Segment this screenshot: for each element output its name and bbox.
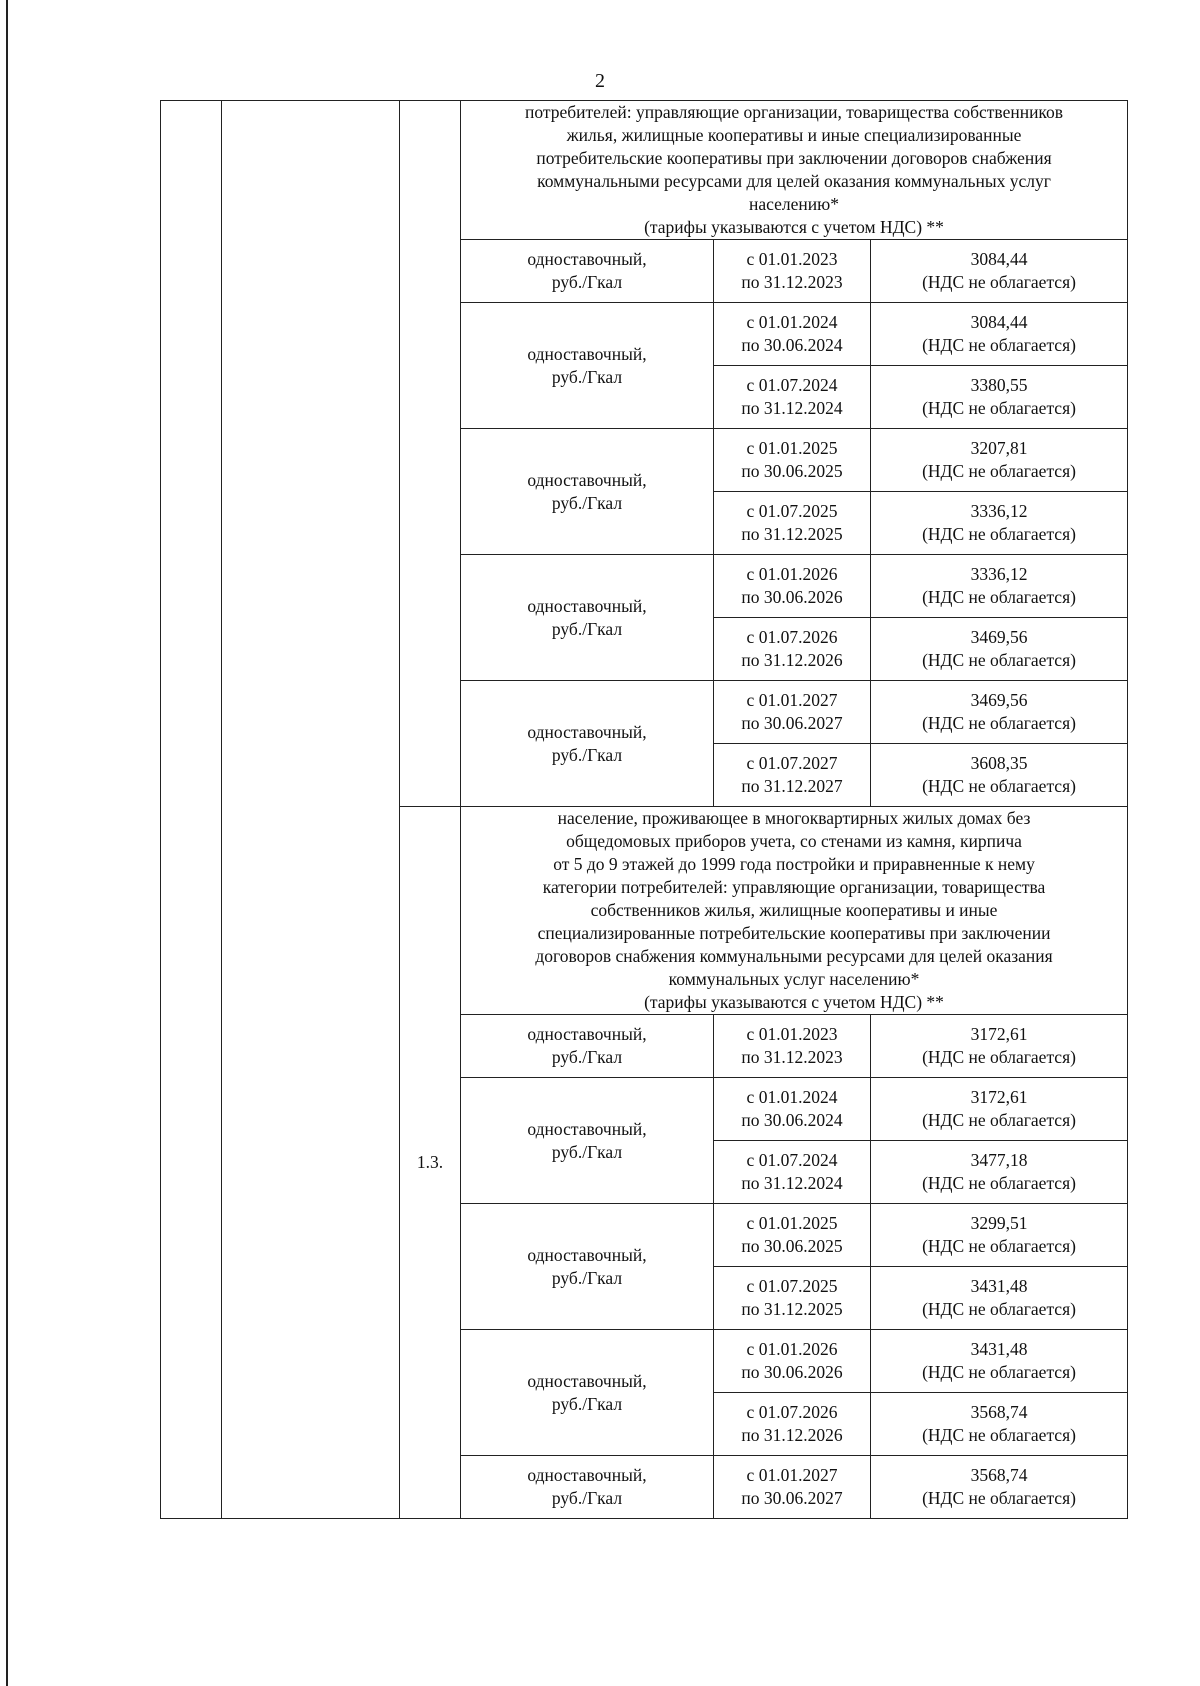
vat-note: (НДС не облагается) xyxy=(922,650,1076,670)
tariff-value-cell xyxy=(871,1015,1128,1078)
tariff-value: 3431,48 xyxy=(970,1276,1028,1296)
period-to: по 31.12.2026 xyxy=(741,650,843,670)
tariff-value: 3336,12 xyxy=(970,564,1028,584)
period-from: с 01.07.2025 xyxy=(746,501,838,521)
tariff-kind-label: одноставочный, xyxy=(527,469,647,490)
tariff-value-cell xyxy=(871,303,1128,366)
tariff-value: 3469,56 xyxy=(970,690,1028,710)
period-to: по 30.06.2025 xyxy=(741,461,843,481)
tariff-value-cell xyxy=(871,366,1128,429)
period-to: по 31.12.2024 xyxy=(741,398,843,418)
tariff-kind-label: руб./Гкал xyxy=(551,1047,623,1067)
section-number: 1.3. xyxy=(416,1152,444,1172)
tariff-value: 3084,44 xyxy=(970,249,1028,269)
section-header-row xyxy=(161,101,1128,240)
description-line: населению* xyxy=(749,194,839,214)
period-from: с 01.07.2026 xyxy=(746,627,838,647)
period-from: с 01.01.2023 xyxy=(746,1024,838,1044)
period-cell xyxy=(714,1141,871,1204)
empty-column-cell xyxy=(222,101,400,1519)
tariff-kind-label: одноставочный, xyxy=(527,721,647,742)
vat-note: (НДС не облагается) xyxy=(922,713,1076,733)
period-to: по 31.12.2023 xyxy=(741,272,843,292)
period-cell xyxy=(714,555,871,618)
period-to: по 31.12.2025 xyxy=(741,524,843,544)
vat-note: (НДС не облагается) xyxy=(922,1299,1076,1319)
period-to: по 30.06.2027 xyxy=(741,713,843,733)
period-cell xyxy=(714,618,871,681)
tariff-value: 3172,61 xyxy=(970,1087,1028,1107)
tariff-value-cell xyxy=(871,1267,1128,1330)
tariff-kind-label: одноставочный, xyxy=(527,249,647,269)
period-from: с 01.07.2026 xyxy=(746,1402,838,1422)
period-cell xyxy=(714,1393,871,1456)
tariff-kind-cell xyxy=(461,1330,714,1456)
period-from: с 01.01.2024 xyxy=(746,1087,838,1107)
tariff-kind-cell xyxy=(461,681,714,807)
tariff-value: 3477,18 xyxy=(970,1150,1028,1170)
tariff-value-cell xyxy=(871,555,1128,618)
tariff-kind-label: руб./Гкал xyxy=(551,1488,623,1508)
period-to: по 31.12.2023 xyxy=(741,1047,843,1067)
period-to: по 30.06.2026 xyxy=(741,1362,843,1382)
tariff-value: 3568,74 xyxy=(970,1465,1028,1485)
period-from: с 01.01.2026 xyxy=(746,564,838,584)
description-line: (тарифы указываются с учетом НДС) ** xyxy=(644,992,944,1012)
period-from: с 01.01.2025 xyxy=(746,1213,838,1233)
period-cell xyxy=(714,1204,871,1267)
period-from: с 01.01.2024 xyxy=(746,312,838,332)
tariff-value-cell xyxy=(871,1141,1128,1204)
period-cell xyxy=(714,1015,871,1078)
section-number-cell xyxy=(400,807,461,1519)
vat-note: (НДС не облагается) xyxy=(922,1173,1076,1193)
description-line: от 5 до 9 этажей до 1999 года постройки и приравненные к нему xyxy=(553,854,1035,874)
tariff-kind-label: одноставочный, xyxy=(527,1118,647,1139)
vat-note: (НДС не облагается) xyxy=(922,1047,1076,1067)
tariff-kind-label: одноставочный, xyxy=(527,1244,647,1265)
description-line: собственников жилья, жилищные кооперативы и иные xyxy=(590,900,998,920)
period-to: по 30.06.2027 xyxy=(741,1488,843,1508)
tariff-value-cell xyxy=(871,240,1128,303)
period-from: с 01.07.2027 xyxy=(746,753,838,773)
description-line: общедомовых приборов учета, со стенами из камня, кирпича xyxy=(566,831,1022,851)
tariff-kind-label: руб./Гкал xyxy=(551,272,623,292)
vat-note: (НДС не облагается) xyxy=(922,1425,1076,1445)
tariff-kind-cell xyxy=(461,429,714,555)
description-line: потребителей: управляющие организации, товарищества собственников xyxy=(524,102,1064,122)
period-from: с 01.01.2027 xyxy=(746,690,838,710)
tariff-kind-label: руб./Гкал xyxy=(551,1393,623,1414)
tariff-kind-cell xyxy=(461,555,714,681)
tariff-kind-cell xyxy=(461,303,714,429)
period-cell xyxy=(714,303,871,366)
period-from: с 01.07.2024 xyxy=(746,375,838,395)
period-from: с 01.01.2027 xyxy=(746,1465,838,1485)
vat-note: (НДС не облагается) xyxy=(922,776,1076,796)
section-number-cell xyxy=(400,101,461,807)
tariff-kind-cell xyxy=(461,1078,714,1204)
consumer-category-description xyxy=(461,807,1128,1015)
page-number: 2 xyxy=(595,70,605,92)
tariff-kind-label: одноставочный, xyxy=(527,595,647,616)
consumer-category-description xyxy=(461,101,1128,240)
tariff-kind-label: руб./Гкал xyxy=(551,618,623,639)
vat-note: (НДС не облагается) xyxy=(922,1236,1076,1256)
vat-note: (НДС не облагается) xyxy=(922,335,1076,355)
tariff-value-cell xyxy=(871,492,1128,555)
tariff-value-cell xyxy=(871,1330,1128,1393)
period-cell xyxy=(714,429,871,492)
description-line: (тарифы указываются с учетом НДС) ** xyxy=(644,217,944,237)
tariff-value-cell xyxy=(871,744,1128,807)
period-to: по 31.12.2024 xyxy=(741,1173,843,1193)
tariff-value: 3431,48 xyxy=(970,1339,1028,1359)
period-cell xyxy=(714,1267,871,1330)
tariff-kind-label: руб./Гкал xyxy=(551,1141,623,1162)
period-cell xyxy=(714,1456,871,1519)
period-cell xyxy=(714,240,871,303)
tariff-kind-label: руб./Гкал xyxy=(551,366,623,387)
vat-note: (НДС не облагается) xyxy=(922,1488,1076,1508)
tariff-kind-cell xyxy=(461,1456,714,1519)
period-from: с 01.07.2025 xyxy=(746,1276,838,1296)
period-cell xyxy=(714,492,871,555)
vat-note: (НДС не облагается) xyxy=(922,587,1076,607)
tariff-value: 3172,61 xyxy=(970,1024,1028,1044)
tariff-value: 3568,74 xyxy=(970,1402,1028,1422)
tariff-value-cell xyxy=(871,681,1128,744)
tariff-value-cell xyxy=(871,618,1128,681)
period-to: по 30.06.2025 xyxy=(741,1236,843,1256)
period-cell xyxy=(714,1330,871,1393)
tariff-kind-label: руб./Гкал xyxy=(551,492,623,513)
tariff-kind-label: одноставочный, xyxy=(527,1465,647,1485)
period-from: с 01.07.2024 xyxy=(746,1150,838,1170)
description-line: население, проживающее в многоквартирных жилых домах без xyxy=(557,808,1031,828)
tariff-value: 3380,55 xyxy=(970,375,1028,395)
period-to: по 31.12.2026 xyxy=(741,1425,843,1445)
period-to: по 30.06.2024 xyxy=(741,1110,843,1130)
period-cell xyxy=(714,681,871,744)
vat-note: (НДС не облагается) xyxy=(922,1110,1076,1130)
period-to: по 31.12.2025 xyxy=(741,1299,843,1319)
tariff-value: 3469,56 xyxy=(970,627,1028,647)
period-cell xyxy=(714,744,871,807)
description-line: коммунальными ресурсами для целей оказания коммунальных услуг xyxy=(537,171,1051,191)
period-cell xyxy=(714,1078,871,1141)
tariff-value-cell xyxy=(871,1204,1128,1267)
tariff-kind-label: одноставочный, xyxy=(527,343,647,364)
tariff-value: 3336,12 xyxy=(970,501,1028,521)
vat-note: (НДС не облагается) xyxy=(922,524,1076,544)
period-to: по 30.06.2026 xyxy=(741,587,843,607)
vat-note: (НДС не облагается) xyxy=(922,398,1076,418)
tariff-table xyxy=(160,100,1128,1519)
description-line: коммунальных услуг населению* xyxy=(668,969,920,989)
tariff-kind-cell xyxy=(461,1204,714,1330)
period-to: по 31.12.2027 xyxy=(741,776,843,796)
vat-note: (НДС не облагается) xyxy=(922,461,1076,481)
period-from: с 01.01.2023 xyxy=(746,249,838,269)
description-line: жилья, жилищные кооперативы и иные специализированные xyxy=(566,125,1022,145)
description-line: потребительские кооперативы при заключении договоров снабжения xyxy=(536,148,1052,168)
empty-column-cell xyxy=(161,101,222,1519)
tariff-value: 3084,44 xyxy=(970,312,1028,332)
tariff-kind-label: руб./Гкал xyxy=(551,1267,623,1288)
tariff-value-cell xyxy=(871,429,1128,492)
tariff-kind-label: руб./Гкал xyxy=(551,744,623,765)
tariff-value-cell xyxy=(871,1078,1128,1141)
description-line: категории потребителей: управляющие организации, товарищества xyxy=(542,877,1046,897)
period-from: с 01.01.2025 xyxy=(746,438,838,458)
description-line: специализированные потребительские кооперативы при заключении xyxy=(537,923,1051,943)
period-cell xyxy=(714,366,871,429)
vat-note: (НДС не облагается) xyxy=(922,272,1076,292)
tariff-value-cell xyxy=(871,1456,1128,1519)
scan-left-edge xyxy=(6,0,8,1686)
vat-note: (НДС не облагается) xyxy=(922,1362,1076,1382)
tariff-value-cell xyxy=(871,1393,1128,1456)
tariff-value: 3207,81 xyxy=(970,438,1028,458)
tariff-kind-cell xyxy=(461,1015,714,1078)
tariff-kind-label: одноставочный, xyxy=(527,1024,647,1044)
period-to: по 30.06.2024 xyxy=(741,335,843,355)
period-from: с 01.01.2026 xyxy=(746,1339,838,1359)
tariff-kind-label: одноставочный, xyxy=(527,1370,647,1391)
tariff-kind-cell xyxy=(461,240,714,303)
tariff-value: 3608,35 xyxy=(970,753,1028,773)
description-line: договоров снабжения коммунальными ресурсами для целей оказания xyxy=(535,946,1053,966)
tariff-value: 3299,51 xyxy=(970,1213,1028,1233)
